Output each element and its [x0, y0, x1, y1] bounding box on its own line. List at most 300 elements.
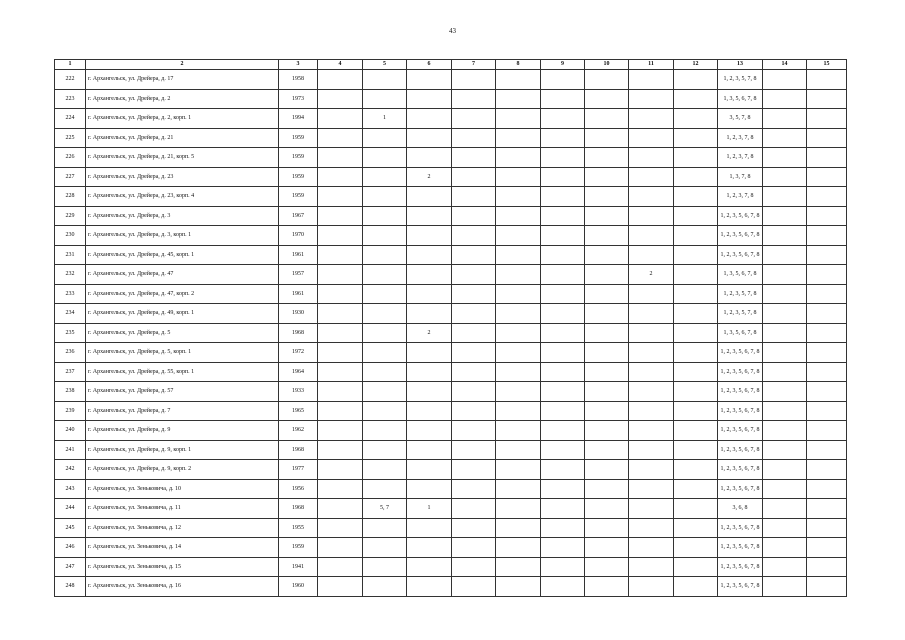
cell-col-8: [496, 148, 541, 168]
cell-col-3: 1930: [279, 304, 318, 324]
cell-col-9: [541, 265, 585, 285]
cell-col-4: [318, 167, 363, 187]
cell-col-15: [807, 206, 847, 226]
cell-col-6: [407, 206, 452, 226]
cell-col-6: [407, 440, 452, 460]
table-row: [55, 167, 847, 187]
cell-col-13: 1, 2, 3, 5, 6, 7, 8: [718, 421, 763, 441]
cell-col-9: [541, 421, 585, 441]
cell-col-14: [763, 557, 807, 577]
column-header-14: 14: [763, 60, 807, 70]
cell-col-1: 229: [55, 206, 86, 226]
cell-col-14: [763, 460, 807, 480]
cell-col-1: 226: [55, 148, 86, 168]
page-number: 43: [449, 27, 456, 35]
cell-col-9: [541, 167, 585, 187]
cell-col-8: [496, 518, 541, 538]
cell-col-1: 237: [55, 362, 86, 382]
cell-col-8: [496, 70, 541, 90]
cell-col-7: [452, 167, 496, 187]
cell-col-10: [585, 167, 629, 187]
cell-col-13: 1, 2, 3, 5, 6, 7, 8: [718, 538, 763, 558]
cell-col-2: г. Архангельск, ул. Дрейера, д. 21, корп. 5: [86, 148, 279, 168]
cell-col-1: 224: [55, 109, 86, 129]
cell-col-6: [407, 245, 452, 265]
cell-col-11: [629, 206, 674, 226]
cell-col-7: [452, 421, 496, 441]
cell-col-1: 240: [55, 421, 86, 441]
cell-col-13: 1, 2, 3, 7, 8: [718, 128, 763, 148]
cell-col-1: 242: [55, 460, 86, 480]
cell-col-3: 1957: [279, 265, 318, 285]
cell-col-15: [807, 89, 847, 109]
cell-col-4: [318, 187, 363, 207]
cell-col-14: [763, 284, 807, 304]
cell-col-1: 247: [55, 557, 86, 577]
cell-col-10: [585, 206, 629, 226]
cell-col-15: [807, 167, 847, 187]
cell-col-14: [763, 70, 807, 90]
cell-col-14: [763, 167, 807, 187]
cell-col-15: [807, 382, 847, 402]
cell-col-4: [318, 343, 363, 363]
cell-col-14: [763, 148, 807, 168]
cell-col-3: 1972: [279, 343, 318, 363]
cell-col-15: [807, 499, 847, 519]
cell-col-3: 1965: [279, 401, 318, 421]
cell-col-14: [763, 304, 807, 324]
cell-col-9: [541, 148, 585, 168]
cell-col-7: [452, 518, 496, 538]
cell-col-5: [363, 557, 407, 577]
cell-col-6: [407, 148, 452, 168]
cell-col-7: [452, 206, 496, 226]
cell-col-5: [363, 382, 407, 402]
cell-col-13: 1, 2, 3, 5, 7, 8: [718, 284, 763, 304]
cell-col-9: [541, 577, 585, 597]
cell-col-14: [763, 343, 807, 363]
cell-col-3: 1959: [279, 128, 318, 148]
cell-col-11: [629, 440, 674, 460]
table-row: [55, 577, 847, 597]
cell-col-2: г. Архангельск, ул. Дрейера, д. 2: [86, 89, 279, 109]
cell-col-8: [496, 440, 541, 460]
cell-col-9: [541, 479, 585, 499]
cell-col-8: [496, 187, 541, 207]
cell-col-15: [807, 577, 847, 597]
column-header-7: 7: [452, 60, 496, 70]
cell-col-14: [763, 362, 807, 382]
table-row: [55, 245, 847, 265]
cell-col-9: [541, 226, 585, 246]
cell-col-2: г. Архангельск, ул. Зеньковича, д. 16: [86, 577, 279, 597]
cell-col-7: [452, 362, 496, 382]
cell-col-11: [629, 187, 674, 207]
cell-col-6: [407, 518, 452, 538]
cell-col-8: [496, 557, 541, 577]
cell-col-10: [585, 557, 629, 577]
cell-col-8: [496, 343, 541, 363]
cell-col-10: [585, 128, 629, 148]
cell-col-7: [452, 499, 496, 519]
cell-col-7: [452, 187, 496, 207]
cell-col-8: [496, 167, 541, 187]
cell-col-15: [807, 460, 847, 480]
cell-col-1: 232: [55, 265, 86, 285]
table-row: [55, 226, 847, 246]
cell-col-2: г. Архангельск, ул. Дрейера, д. 45, корп. 1: [86, 245, 279, 265]
cell-col-11: [629, 323, 674, 343]
table-row: [55, 538, 847, 558]
cell-col-6: [407, 304, 452, 324]
cell-col-13: 1, 3, 5, 6, 7, 8: [718, 323, 763, 343]
cell-col-5: [363, 401, 407, 421]
cell-col-11: [629, 343, 674, 363]
cell-col-10: [585, 401, 629, 421]
cell-col-9: [541, 187, 585, 207]
cell-col-15: [807, 518, 847, 538]
cell-col-1: 231: [55, 245, 86, 265]
column-header-4: 4: [318, 60, 363, 70]
cell-col-4: [318, 89, 363, 109]
cell-col-10: [585, 226, 629, 246]
cell-col-1: 222: [55, 70, 86, 90]
cell-col-7: [452, 323, 496, 343]
cell-col-14: [763, 323, 807, 343]
cell-col-10: [585, 440, 629, 460]
cell-col-7: [452, 304, 496, 324]
cell-col-11: [629, 460, 674, 480]
cell-col-14: [763, 245, 807, 265]
cell-col-15: [807, 401, 847, 421]
cell-col-4: [318, 128, 363, 148]
cell-col-2: г. Архангельск, ул. Зеньковича, д. 10: [86, 479, 279, 499]
cell-col-7: [452, 245, 496, 265]
cell-col-3: 1967: [279, 206, 318, 226]
cell-col-8: [496, 304, 541, 324]
cell-col-12: [674, 304, 718, 324]
cell-col-5: [363, 460, 407, 480]
column-header-9: 9: [541, 60, 585, 70]
cell-col-9: [541, 323, 585, 343]
cell-col-9: [541, 518, 585, 538]
cell-col-15: [807, 245, 847, 265]
cell-col-4: [318, 226, 363, 246]
cell-col-8: [496, 265, 541, 285]
cell-col-12: [674, 167, 718, 187]
cell-col-7: [452, 479, 496, 499]
cell-col-2: г. Архангельск, ул. Зеньковича, д. 12: [86, 518, 279, 538]
cell-col-4: [318, 499, 363, 519]
cell-col-7: [452, 401, 496, 421]
column-header-6: 6: [407, 60, 452, 70]
cell-col-9: [541, 343, 585, 363]
column-header-5: 5: [363, 60, 407, 70]
cell-col-2: г. Архангельск, ул. Дрейера, д. 47, корп. 2: [86, 284, 279, 304]
table-row: [55, 518, 847, 538]
cell-col-5: 1: [363, 109, 407, 129]
table-row: [55, 109, 847, 129]
cell-col-9: [541, 70, 585, 90]
cell-col-7: [452, 109, 496, 129]
cell-col-15: [807, 226, 847, 246]
cell-col-5: [363, 206, 407, 226]
cell-col-13: 1, 2, 3, 5, 6, 7, 8: [718, 382, 763, 402]
table-row: [55, 421, 847, 441]
cell-col-13: 1, 2, 3, 5, 6, 7, 8: [718, 518, 763, 538]
cell-col-4: [318, 577, 363, 597]
cell-col-10: [585, 323, 629, 343]
cell-col-6: [407, 128, 452, 148]
cell-col-7: [452, 265, 496, 285]
cell-col-13: 1, 2, 3, 5, 7, 8: [718, 304, 763, 324]
table-row: [55, 187, 847, 207]
cell-col-4: [318, 479, 363, 499]
cell-col-9: [541, 362, 585, 382]
cell-col-15: [807, 421, 847, 441]
cell-col-10: [585, 362, 629, 382]
cell-col-9: [541, 109, 585, 129]
cell-col-14: [763, 109, 807, 129]
cell-col-12: [674, 187, 718, 207]
cell-col-5: [363, 284, 407, 304]
cell-col-3: 1958: [279, 70, 318, 90]
cell-col-5: [363, 538, 407, 558]
cell-col-12: [674, 226, 718, 246]
cell-col-2: г. Архангельск, ул. Дрейера, д. 3: [86, 206, 279, 226]
cell-col-6: [407, 187, 452, 207]
cell-col-3: 1959: [279, 187, 318, 207]
cell-col-2: г. Архангельск, ул. Зеньковича, д. 11: [86, 499, 279, 519]
cell-col-15: [807, 187, 847, 207]
cell-col-9: [541, 382, 585, 402]
cell-col-11: [629, 109, 674, 129]
column-header-15: 15: [807, 60, 847, 70]
cell-col-13: 1, 2, 3, 5, 6, 7, 8: [718, 343, 763, 363]
cell-col-5: [363, 245, 407, 265]
cell-col-5: [363, 70, 407, 90]
cell-col-1: 238: [55, 382, 86, 402]
cell-col-6: 2: [407, 167, 452, 187]
cell-col-3: 1970: [279, 226, 318, 246]
cell-col-13: 3, 5, 7, 8: [718, 109, 763, 129]
cell-col-10: [585, 89, 629, 109]
table-body: [55, 70, 847, 597]
cell-col-13: 1, 2, 3, 5, 6, 7, 8: [718, 460, 763, 480]
table-row: [55, 382, 847, 402]
cell-col-5: [363, 187, 407, 207]
table-row: [55, 304, 847, 324]
cell-col-14: [763, 538, 807, 558]
cell-col-10: [585, 460, 629, 480]
cell-col-5: [363, 128, 407, 148]
cell-col-2: г. Архангельск, ул. Дрейера, д. 57: [86, 382, 279, 402]
cell-col-6: [407, 577, 452, 597]
cell-col-3: 1941: [279, 557, 318, 577]
column-header-2: 2: [86, 60, 279, 70]
cell-col-11: [629, 557, 674, 577]
cell-col-15: [807, 557, 847, 577]
cell-col-12: [674, 382, 718, 402]
cell-col-15: [807, 109, 847, 129]
cell-col-4: [318, 323, 363, 343]
cell-col-4: [318, 70, 363, 90]
cell-col-4: [318, 265, 363, 285]
cell-col-11: [629, 401, 674, 421]
cell-col-3: 1959: [279, 148, 318, 168]
cell-col-15: [807, 70, 847, 90]
column-header-12: 12: [674, 60, 718, 70]
cell-col-4: [318, 460, 363, 480]
cell-col-3: 1955: [279, 518, 318, 538]
cell-col-6: [407, 89, 452, 109]
cell-col-4: [318, 421, 363, 441]
cell-col-11: [629, 577, 674, 597]
cell-col-12: [674, 343, 718, 363]
cell-col-9: [541, 128, 585, 148]
cell-col-11: [629, 148, 674, 168]
cell-col-4: [318, 304, 363, 324]
cell-col-3: 1977: [279, 460, 318, 480]
cell-col-11: [629, 518, 674, 538]
cell-col-9: [541, 440, 585, 460]
cell-col-8: [496, 245, 541, 265]
cell-col-2: г. Архангельск, ул. Дрейера, д. 9, корп. 2: [86, 460, 279, 480]
cell-col-14: [763, 479, 807, 499]
cell-col-2: г. Архангельск, ул. Дрейера, д. 3, корп. 1: [86, 226, 279, 246]
cell-col-1: 239: [55, 401, 86, 421]
cell-col-2: г. Архангельск, ул. Зеньковича, д. 14: [86, 538, 279, 558]
table-row: [55, 401, 847, 421]
cell-col-8: [496, 382, 541, 402]
table-row: [55, 284, 847, 304]
cell-col-11: [629, 167, 674, 187]
cell-col-7: [452, 440, 496, 460]
cell-col-8: [496, 460, 541, 480]
cell-col-10: [585, 148, 629, 168]
cell-col-13: 1, 2, 3, 7, 8: [718, 148, 763, 168]
cell-col-13: 1, 2, 3, 7, 8: [718, 187, 763, 207]
cell-col-3: 1960: [279, 577, 318, 597]
cell-col-1: 236: [55, 343, 86, 363]
cell-col-8: [496, 421, 541, 441]
cell-col-8: [496, 226, 541, 246]
column-header-11: 11: [629, 60, 674, 70]
cell-col-10: [585, 421, 629, 441]
cell-col-4: [318, 382, 363, 402]
cell-col-11: [629, 479, 674, 499]
cell-col-13: 1, 2, 3, 5, 6, 7, 8: [718, 206, 763, 226]
cell-col-15: [807, 128, 847, 148]
cell-col-2: г. Архангельск, ул. Дрейера, д. 23, корп. 4: [86, 187, 279, 207]
cell-col-12: [674, 362, 718, 382]
cell-col-10: [585, 70, 629, 90]
table-row: [55, 323, 847, 343]
cell-col-4: [318, 538, 363, 558]
cell-col-7: [452, 382, 496, 402]
cell-col-4: [318, 284, 363, 304]
cell-col-14: [763, 89, 807, 109]
cell-col-3: 1973: [279, 89, 318, 109]
cell-col-11: [629, 245, 674, 265]
cell-col-10: [585, 304, 629, 324]
cell-col-8: [496, 284, 541, 304]
cell-col-9: [541, 499, 585, 519]
cell-col-6: [407, 382, 452, 402]
cell-col-2: г. Архангельск, ул. Дрейера, д. 23: [86, 167, 279, 187]
cell-col-2: г. Архангельск, ул. Зеньковича, д. 15: [86, 557, 279, 577]
cell-col-11: [629, 128, 674, 148]
housing-register-table: [54, 59, 847, 597]
cell-col-6: [407, 70, 452, 90]
cell-col-3: 1964: [279, 362, 318, 382]
cell-col-11: [629, 538, 674, 558]
cell-col-11: [629, 362, 674, 382]
cell-col-10: [585, 577, 629, 597]
cell-col-1: 243: [55, 479, 86, 499]
cell-col-1: 235: [55, 323, 86, 343]
cell-col-13: 1, 3, 5, 6, 7, 8: [718, 265, 763, 285]
cell-col-1: 225: [55, 128, 86, 148]
cell-col-9: [541, 401, 585, 421]
table-row: [55, 362, 847, 382]
cell-col-5: [363, 167, 407, 187]
cell-col-7: [452, 343, 496, 363]
table-row: [55, 557, 847, 577]
cell-col-11: [629, 70, 674, 90]
cell-col-14: [763, 518, 807, 538]
cell-col-13: 1, 2, 3, 5, 6, 7, 8: [718, 479, 763, 499]
cell-col-8: [496, 323, 541, 343]
cell-col-3: 1962: [279, 421, 318, 441]
cell-col-12: [674, 557, 718, 577]
cell-col-2: г. Архангельск, ул. Дрейера, д. 5, корп. 1: [86, 343, 279, 363]
cell-col-15: [807, 479, 847, 499]
cell-col-13: 3, 6, 8: [718, 499, 763, 519]
cell-col-8: [496, 538, 541, 558]
cell-col-14: [763, 499, 807, 519]
column-header-13: 13: [718, 60, 763, 70]
cell-col-8: [496, 89, 541, 109]
cell-col-9: [541, 538, 585, 558]
cell-col-13: 1, 2, 3, 5, 6, 7, 8: [718, 440, 763, 460]
cell-col-10: [585, 479, 629, 499]
cell-col-13: 1, 3, 7, 8: [718, 167, 763, 187]
cell-col-11: [629, 382, 674, 402]
table-row: [55, 499, 847, 519]
cell-col-2: г. Архангельск, ул. Дрейера, д. 21: [86, 128, 279, 148]
cell-col-5: [363, 577, 407, 597]
table-row: [55, 70, 847, 90]
cell-col-10: [585, 109, 629, 129]
cell-col-10: [585, 343, 629, 363]
cell-col-9: [541, 206, 585, 226]
cell-col-4: [318, 148, 363, 168]
cell-col-14: [763, 382, 807, 402]
cell-col-12: [674, 265, 718, 285]
cell-col-5: [363, 362, 407, 382]
cell-col-15: [807, 284, 847, 304]
cell-col-15: [807, 304, 847, 324]
cell-col-13: 1, 2, 3, 5, 6, 7, 8: [718, 401, 763, 421]
table-row: [55, 479, 847, 499]
cell-col-11: [629, 226, 674, 246]
table-row: [55, 148, 847, 168]
column-header-8: 8: [496, 60, 541, 70]
cell-col-6: [407, 421, 452, 441]
cell-col-15: [807, 362, 847, 382]
column-header-1: 1: [55, 60, 86, 70]
